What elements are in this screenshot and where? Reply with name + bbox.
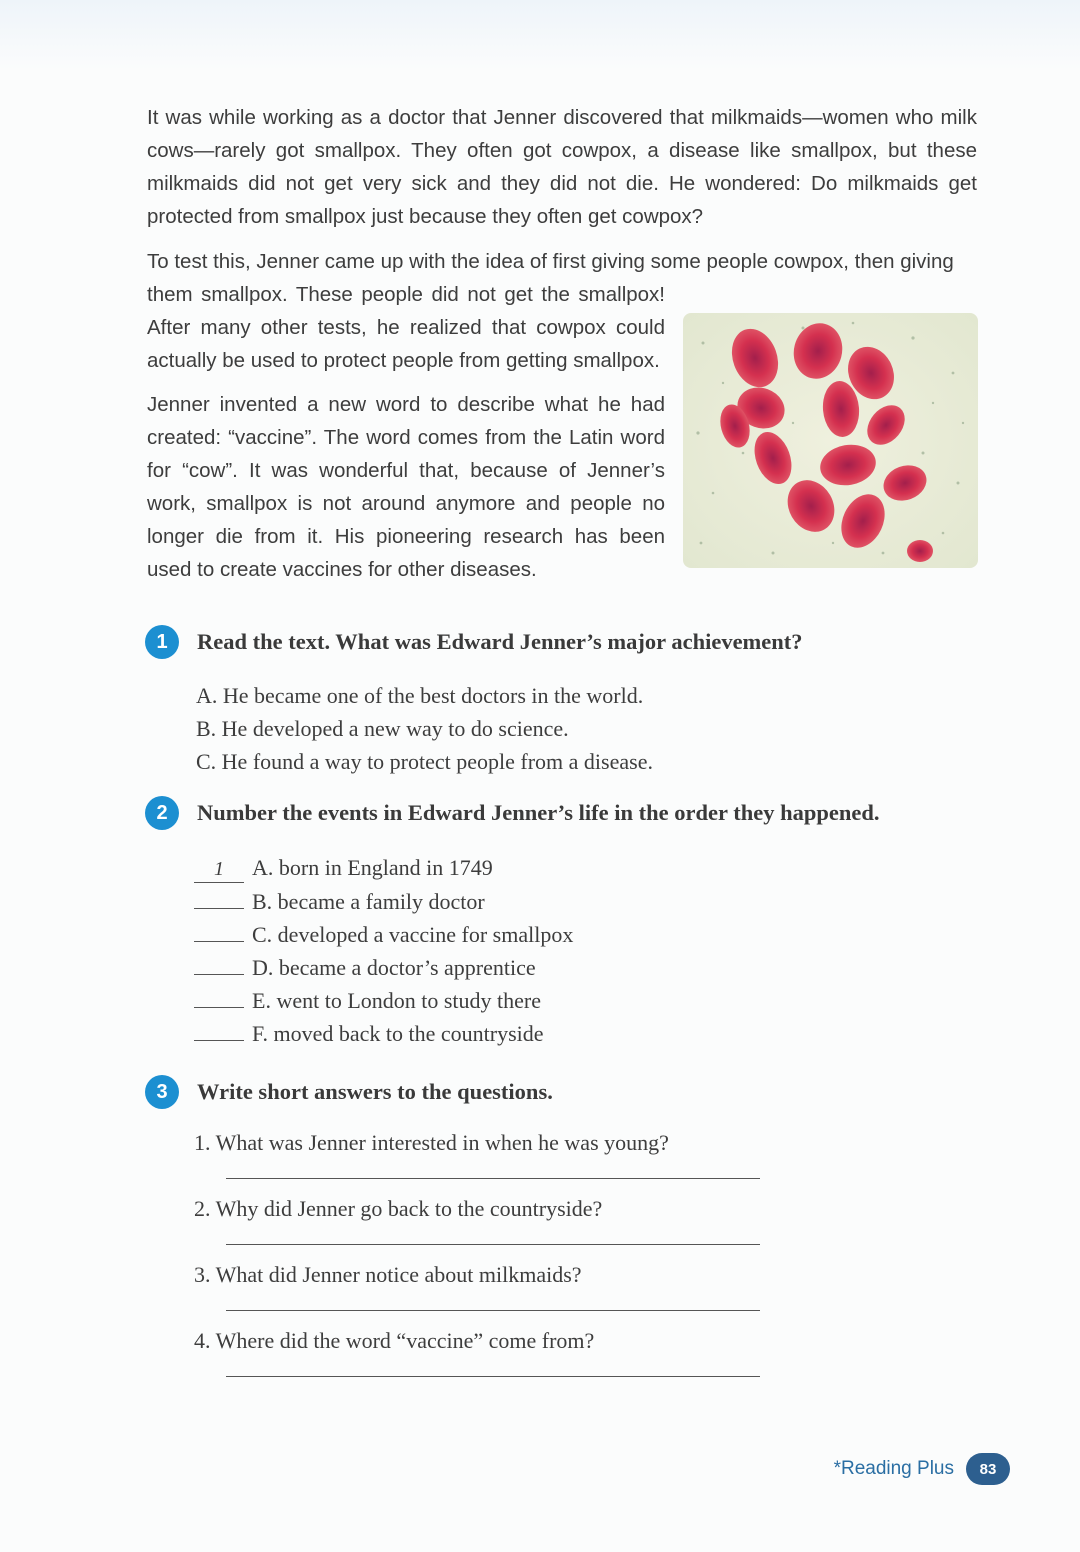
passage-paragraph-2-line-1: To test this, Jenner came up with the idea of first giving some people cowpox, then giving (147, 250, 954, 273)
question-text: 4. Where did the word “vaccine” come from? (194, 1328, 595, 1353)
exercise-1-heading (145, 625, 803, 659)
order-blank[interactable] (194, 884, 244, 909)
event-item (194, 851, 573, 884)
passage-paragraph-3: Jenner invented a new word to describe what he had created: “vaccine”. The word comes from the Latin word for “cow”. It was wonderful that, because of Jenner’s work, smallpox is not around anymore and people no longer die from it. His pioneering research has been used to create vaccines for other diseases. (147, 393, 665, 581)
short-answer-question-2 (194, 1194, 764, 1245)
answer-line[interactable] (226, 1356, 760, 1377)
page-header-band (0, 0, 1080, 70)
exercise-title: Write short answers to the questions. (197, 1079, 553, 1104)
passage-paragraph-1: It was while working as a doctor that Jenner discovered that milkmaids—women who milk cows—rarely got smallpox. They often got cowpox, a disease like smallpox, but these milkmaids did not get very sick and they did not die. He wondered: Do milkmaids get protected from smallpox just because they often get cowpox? (147, 106, 977, 228)
question-text: 2. Why did Jenner go back to the countryside? (194, 1196, 603, 1221)
order-blank[interactable] (194, 1016, 244, 1041)
answer-option-c[interactable]: C. He found a way to protect people from a disease. (196, 749, 653, 774)
answer-line[interactable] (226, 1158, 760, 1179)
page-footer (834, 1453, 1010, 1485)
event-text: C. developed a vaccine for smallpox (252, 922, 574, 947)
answer-option-b[interactable]: B. He developed a new way to do science. (196, 716, 569, 741)
exercise-1-options (196, 679, 653, 778)
question-text: 1. What was Jenner interested in when he was young? (194, 1130, 669, 1155)
order-blank[interactable] (194, 917, 244, 942)
order-blank[interactable] (194, 950, 244, 975)
exercise-number-badge: 3 (145, 1075, 179, 1109)
event-text: E. went to London to study there (252, 988, 542, 1013)
exercise-title: Number the events in Edward Jenner’s life in the order they happened. (197, 800, 880, 825)
event-item (194, 950, 573, 983)
event-item (194, 884, 573, 917)
page-number-badge: 83 (966, 1453, 1010, 1485)
short-answer-question-4 (194, 1326, 764, 1377)
smallpox-virus-micrograph-image (683, 313, 978, 568)
answer-line[interactable] (226, 1224, 760, 1245)
order-blank[interactable]: 1 (194, 858, 244, 883)
order-blank[interactable] (194, 983, 244, 1008)
event-item (194, 1016, 573, 1049)
exercise-number-badge: 1 (145, 625, 179, 659)
event-text: D. became a doctor’s apprentice (252, 955, 536, 980)
question-text: 3. What did Jenner notice about milkmaids? (194, 1262, 582, 1287)
section-label: *Reading Plus (833, 1458, 954, 1479)
event-item (194, 983, 573, 1016)
event-text: B. became a family doctor (252, 889, 485, 914)
short-answer-question-3 (194, 1260, 764, 1311)
exercise-2-events (194, 851, 573, 1049)
exercise-3-heading (145, 1075, 553, 1109)
exercise-number-badge: 2 (145, 796, 179, 830)
event-text: F. moved back to the countryside (252, 1021, 544, 1046)
short-answer-question-1 (194, 1128, 764, 1179)
event-text: A. born in England in 1749 (252, 855, 493, 880)
answer-line[interactable] (226, 1290, 760, 1311)
passage-paragraph-2: them smallpox. These people did not get the smallpox! After many other tests, he realized that cowpox could actually be used to protect people from getting smallpox. (147, 283, 665, 372)
exercise-2-heading (145, 796, 880, 830)
event-item (194, 917, 573, 950)
answer-option-a[interactable]: A. He became one of the best doctors in the world. (196, 683, 644, 708)
exercise-title: Read the text. What was Edward Jenner’s major achievement? (197, 629, 803, 654)
